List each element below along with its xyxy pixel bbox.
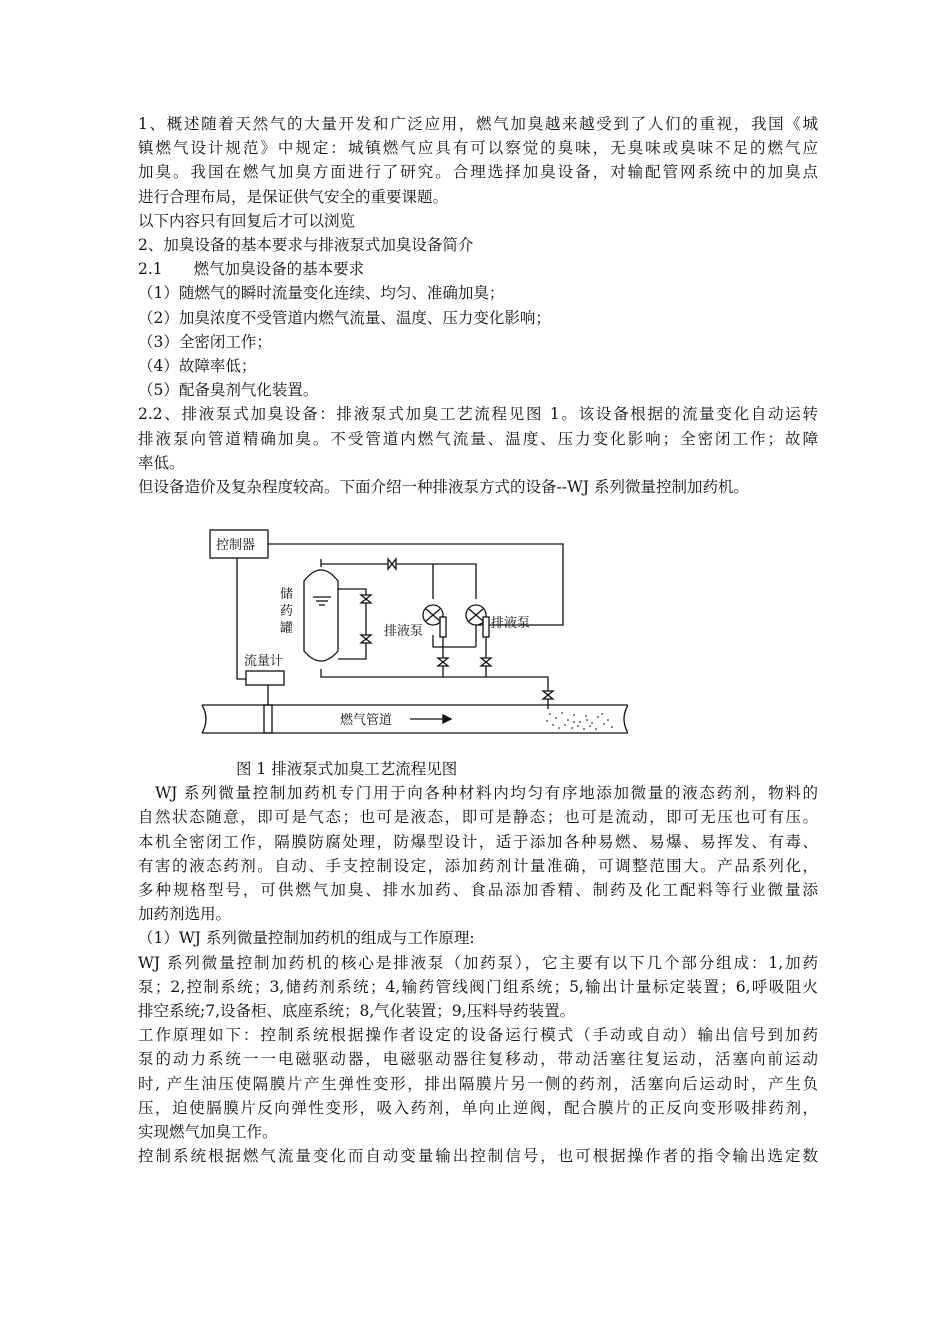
flowmeter-label: 流量计 — [244, 654, 284, 670]
controller-label: 控制器 — [216, 538, 256, 554]
process-flow-diagram — [188, 519, 628, 751]
tank-label-3: 罐 — [280, 621, 294, 637]
paragraph-line: 进行合理布局，是保证供气安全的重要课题。 — [138, 187, 449, 206]
figure-caption: 图 1 排液泵式加臭工艺流程见图 — [236, 760, 458, 779]
paragraph-line: 实现燃气加臭工作。 — [138, 1123, 278, 1142]
pump-2-label: 排液泵 — [491, 616, 531, 632]
paragraph-line: 排液泵向管道精确加臭。不受管道内燃气流量、温度、压力变化影响；全密闭工作；故障 — [138, 429, 818, 448]
paragraph-line: 镇燃气设计规范》中规定：城镇燃气应具有可以察觉的臭味，无臭味或臭味不足的燃气应 — [138, 139, 818, 158]
paragraph-line: 压，迫使膈膜片反向弹性变形，吸入药剂，单向止逆阀，配合膜片的正反向变形吸排药剂， — [138, 1098, 818, 1117]
paragraph-line: 自然状态随意，即可是气态；也可是液态，即可是静态；也可是流动，即可无压也可有压。 — [138, 808, 818, 827]
tank-shape — [304, 570, 338, 661]
list-item: （2）加臭浓度不受管道内燃气流量、温度、压力变化影响； — [138, 308, 551, 327]
paragraph-line: 多种规格型号，可供燃气加臭、排水加药、食品添加香精、制药及化工配料等行业微量添 — [138, 881, 818, 900]
paragraph-line: 但设备造价及复杂程度较高。下面介绍一种排液泵方式的设备--WJ 系列微量控制加药机。 — [138, 478, 750, 497]
flowmeter-box — [246, 671, 284, 685]
paragraph-line: 率低。 — [138, 453, 185, 472]
tank-label-2: 药 — [280, 604, 294, 620]
pump-1-label: 排液泵 — [384, 624, 424, 640]
document-body — [138, 112, 818, 1169]
paragraph-line: 以下内容只有回复后才可以浏览 — [138, 211, 356, 230]
paragraph-line: WJ 系列微量控制加药机专门用于向各种材料内均匀有序地添加微量的液态药剂，物料的 — [138, 784, 818, 803]
list-item: （1）随燃气的瞬时流量变化连续、均匀、准确加臭； — [138, 284, 505, 303]
section-heading: 2、加臭设备的基本要求与排液泵式加臭设备简介 — [138, 236, 474, 255]
paragraph-line: 控制系统根据燃气流量变化而自动变量输出控制信号，也可根据操作者的指令输出选定数 — [138, 1147, 818, 1166]
process-flow-figure — [138, 519, 818, 751]
paragraph-line: 1、概述随着天然气的大量开发和广泛应用，燃气加臭越来越受到了人们的重视，我国《城 — [138, 115, 818, 133]
pipeline-label: 燃气管道 — [340, 713, 393, 729]
paragraph-line: 工作原理如下：控制系统根据操作者设定的设备运行模式（手动或自动）输出信号到加药 — [138, 1026, 818, 1045]
paragraph-line: 有害的液态药剂。自动、手支控制设定，添加药剂计量准确，可调整范围大。产品系列化， — [138, 856, 818, 875]
paragraph-line: 排空系统;7,设备柜、底座系统；8,气化装置；9,压料导药装置。 — [138, 1002, 576, 1021]
list-item: （5）配备臭剂气化装置。 — [138, 381, 319, 400]
paragraph-line: 泵的动力系统一一电磁驱动器，电磁驱动器往复移动，带动活塞往复运动，活塞向前运动 — [138, 1050, 818, 1069]
subsection-heading: 2.1 燃气加臭设备的基本要求 — [138, 260, 365, 279]
paragraph-line: 2.2、排液泵式加臭设备：排液泵式加臭工艺流程见图 1。该设备根据的流量变化自动运转 — [138, 405, 818, 424]
list-item: （3）全密闭工作； — [138, 332, 272, 351]
paragraph-line: 加臭。我国在燃气加臭方面进行了研究。合理选择加臭设备，对输配管网系统中的加臭点 — [138, 163, 818, 182]
paragraph-line: 本机全密闭工作，隔膜防腐处理，防爆型设计，适于添加各种易燃、易爆、易挥发、有毒、 — [138, 832, 818, 851]
paragraph-line: 泵；2,控制系统；3,储药剂系统；4,输药管线阀门组系统；5,输出计量标定装置；6,呼吸阻火 — [138, 977, 818, 996]
list-item: （4）故障率低； — [138, 357, 257, 376]
tank-label-1: 储 — [280, 587, 294, 603]
paragraph-line: WJ 系列微量控制加药机的核心是排液泵（加药泵），它主要有以下几个部分组成：1,加药 — [138, 953, 818, 972]
spray-pattern — [546, 712, 613, 730]
paragraph-line: 时, 产生油压使隔膜片产生弹性变形，排出隔膜片另一侧的药剂，活塞向后运动时，产生负 — [138, 1074, 818, 1093]
subsection-heading: （1）WJ 系列微量控制加药机的组成与工作原理: — [138, 929, 475, 948]
paragraph-line: 加药剂选用。 — [138, 905, 232, 924]
